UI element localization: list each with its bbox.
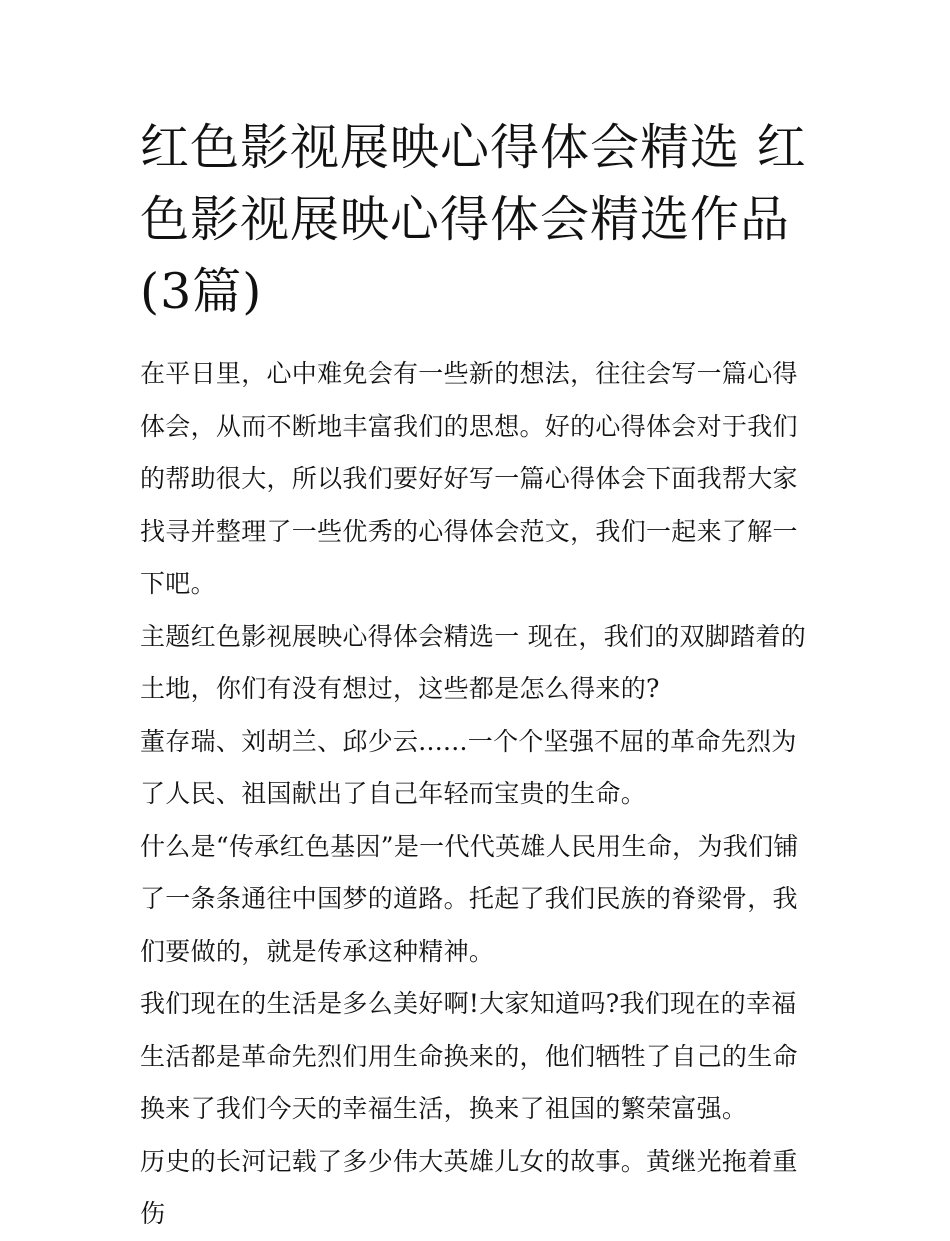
paragraph: 在平日里，心中难免会有一些新的想法，往往会写一篇心得体会，从而不断地丰富我们的思想。好的心得体会对于我们的帮助很大，所以我们要好好写一篇心得体会下面我帮大家找寻并整理了一些优秀的心得体会范文，我们一起来了解一下吧。 xyxy=(140,359,798,598)
paragraph: 主题红色影视展映心得体会精选一 现在，我们的双脚踏着的土地，你们有没有想过，这些都是怎么得来的? xyxy=(140,621,807,703)
paragraph: 董存瑞、刘胡兰、邱少云......一个个坚强不屈的革命先烈为了人民、祖国献出了自己年轻而宝贵的生命。 xyxy=(140,726,797,808)
paragraph: 我们现在的生活是多么美好啊!大家知道吗?我们现在的幸福生活都是革命先烈们用生命换来的，他们牺牲了自己的生命换来了我们今天的幸福生活，换来了祖国的繁荣富强。 xyxy=(140,989,798,1123)
paragraph: 什么是“传承红色基因”是一代代英雄人民用生命，为我们铺了一条条通往中国梦的道路。托起了我们民族的脊梁骨，我们要做的，就是传承这种精神。 xyxy=(140,831,799,966)
document-title: 红色影视展映心得体会精选 红色影视展映心得体会精选作品(3篇) xyxy=(140,119,807,320)
document-page xyxy=(140,112,812,1241)
paragraph: 历史的长河记载了多少伟大英雄儿女的故事。黄继光拖着重伤 xyxy=(140,1146,798,1228)
document-body xyxy=(140,348,812,1241)
